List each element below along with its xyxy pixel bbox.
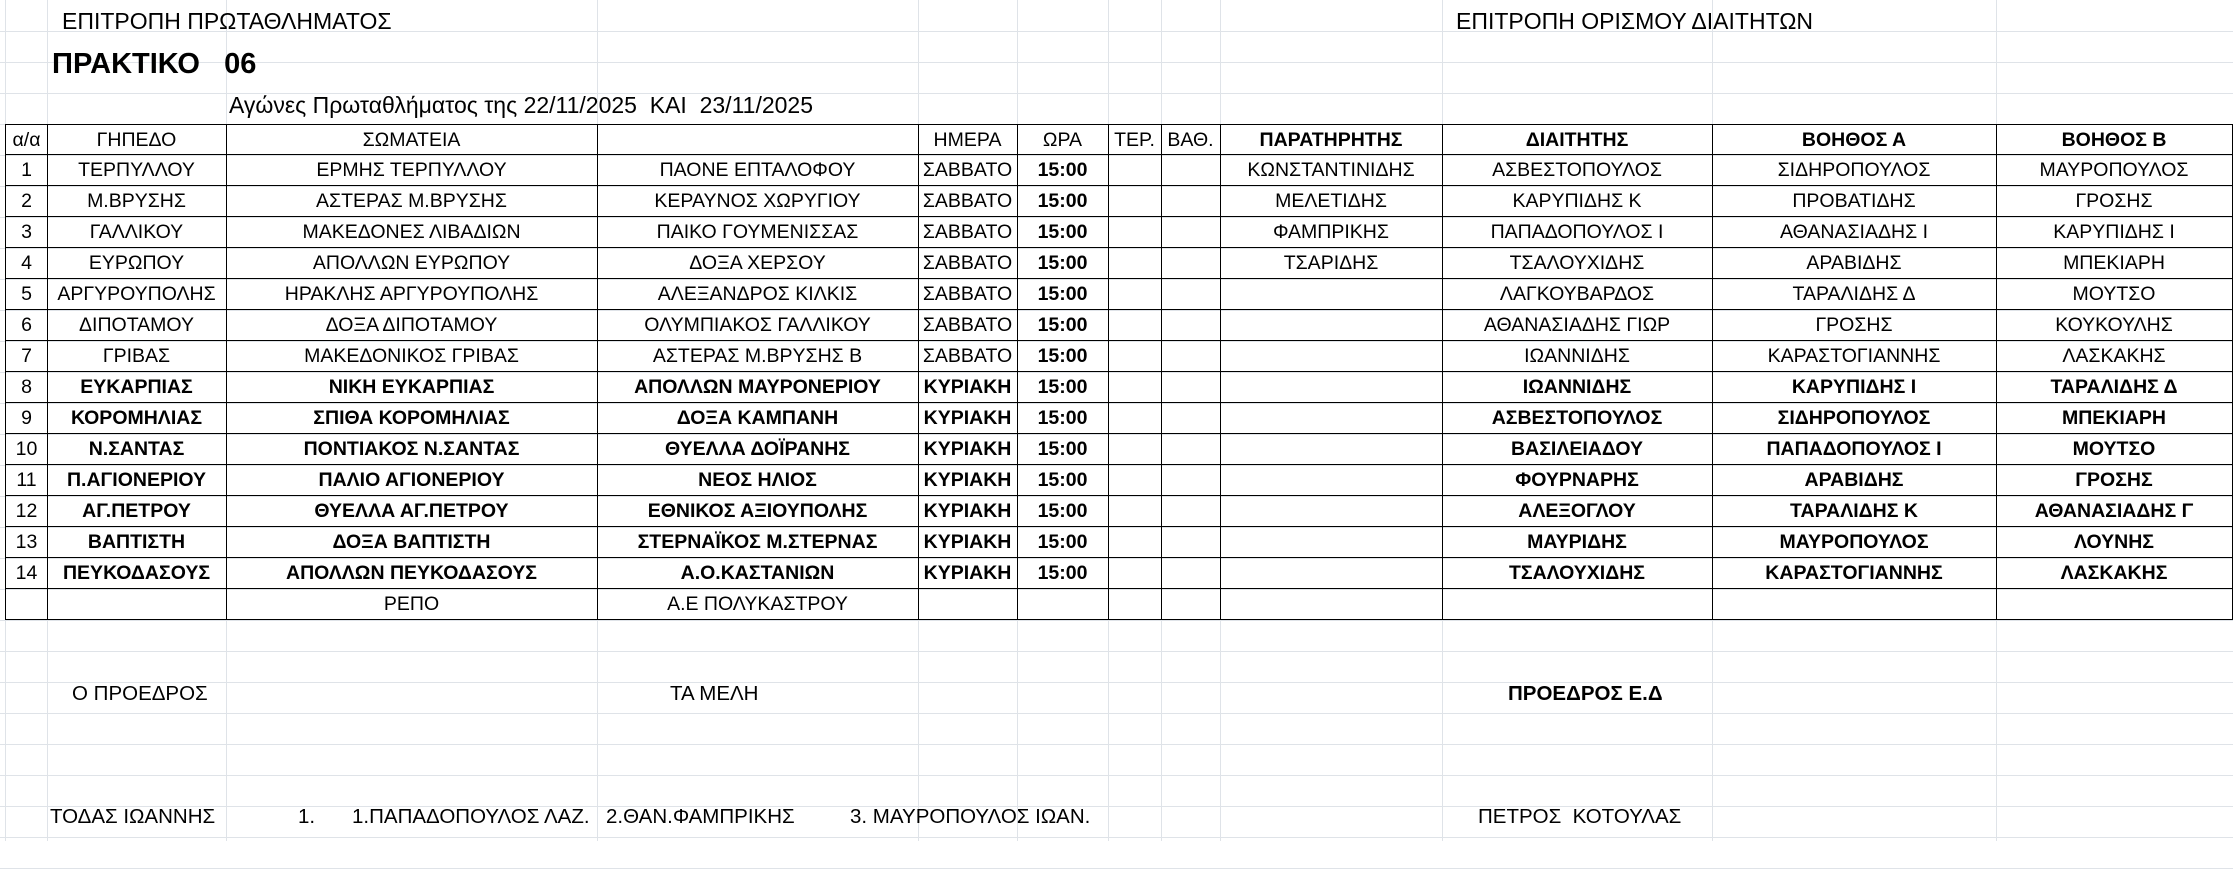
- table-cell-venue[interactable]: ΔΙΠΟΤΑΜΟΥ: [47, 310, 227, 341]
- table-cell-time[interactable]: 15:00: [1017, 403, 1109, 434]
- table-cell-asst-b[interactable]: ΤΑΡΑΛΙΔΗΣ Δ: [1996, 372, 2233, 403]
- table-cell-asst-b[interactable]: ΜΟΥΤΣΟ: [1996, 279, 2233, 310]
- table-cell-time[interactable]: 15:00: [1017, 155, 1109, 186]
- table-cell-time[interactable]: 15:00: [1017, 434, 1109, 465]
- column-header[interactable]: ΩΡΑ: [1017, 124, 1109, 155]
- table-cell-day[interactable]: ΣΑΒΒΑΤΟ: [918, 341, 1018, 372]
- table-cell-asst-b[interactable]: ΓΡΟΣΗΣ: [1996, 465, 2233, 496]
- table-cell-away[interactable]: ΣΤΕΡΝΑΪΚΟΣ Μ.ΣΤΕΡΝΑΣ: [597, 527, 919, 558]
- grid-row-line: [0, 837, 2233, 838]
- table-cell-venue[interactable]: [47, 589, 227, 620]
- table-cell-home[interactable]: ΘΥΕΛΛΑ ΑΓ.ΠΕΤΡΟΥ: [226, 496, 598, 527]
- table-cell-no[interactable]: [5, 589, 48, 620]
- table-cell-no[interactable]: 12: [5, 496, 48, 527]
- table-cell-asst-a[interactable]: ΑΡΑΒΙΔΗΣ: [1712, 248, 1997, 279]
- table-cell-asst-b[interactable]: ΓΡΟΣΗΣ: [1996, 186, 2233, 217]
- table-cell-asst-a[interactable]: ΑΘΑΝΑΣΙΑΔΗΣ Ι: [1712, 217, 1997, 248]
- table-cell-asst-a[interactable]: ΓΡΟΣΗΣ: [1712, 310, 1997, 341]
- table-cell-time[interactable]: 15:00: [1017, 558, 1109, 589]
- table-cell-time[interactable]: 15:00: [1017, 248, 1109, 279]
- president-name: ΤΟΔΑΣ ΙΩΑΝΝΗΣ: [50, 805, 216, 828]
- table-cell-away[interactable]: ΟΛΥΜΠΙΑΚΟΣ ΓΑΛΛΙΚΟΥ: [597, 310, 919, 341]
- table-cell-away[interactable]: ΠΑΟΝΕ ΕΠΤΑΛΟΦΟΥ: [597, 155, 919, 186]
- table-cell-away[interactable]: ΝΕΟΣ ΗΛΙΟΣ: [597, 465, 919, 496]
- table-cell-ter[interactable]: [1108, 558, 1162, 589]
- table-cell-day[interactable]: ΣΑΒΒΑΤΟ: [918, 310, 1018, 341]
- table-cell-ter[interactable]: [1108, 496, 1162, 527]
- table-cell-home[interactable]: ΑΠΟΛΛΩΝ ΠΕΥΚΟΔΑΣΟΥΣ: [226, 558, 598, 589]
- table-cell-asst-b[interactable]: ΜΠΕΚΙΑΡΗ: [1996, 248, 2233, 279]
- table-cell-referee[interactable]: ΙΩΑΝΝΙΔΗΣ: [1442, 372, 1713, 403]
- grid-row-line: [0, 744, 2233, 745]
- table-cell-away[interactable]: ΔΟΞΑ ΚΑΜΠΑΝΗ: [597, 403, 919, 434]
- table-cell-referee[interactable]: ΙΩΑΝΝΙΔΗΣ: [1442, 341, 1713, 372]
- document-title: ΠΡΑΚΤΙΚΟ 06: [52, 48, 257, 80]
- table-cell-asst-a[interactable]: ΚΑΡΑΣΤΟΓΙΑΝΝΗΣ: [1712, 558, 1997, 589]
- table-cell-observer[interactable]: ΦΑΜΠΡΙΚΗΣ: [1220, 217, 1443, 248]
- table-cell-time[interactable]: 15:00: [1017, 310, 1109, 341]
- table-cell-vath[interactable]: [1161, 434, 1221, 465]
- table-cell-referee[interactable]: ΦΟΥΡΝΑΡΗΣ: [1442, 465, 1713, 496]
- table-cell-observer[interactable]: [1220, 403, 1443, 434]
- table-cell-no[interactable]: 1: [5, 155, 48, 186]
- column-header[interactable]: ΔΙΑΙΤΗΤΗΣ: [1442, 124, 1713, 155]
- table-cell-venue[interactable]: ΓΡΙΒΑΣ: [47, 341, 227, 372]
- table-cell-away[interactable]: ΠΑΙΚΟ ΓΟΥΜΕΝΙΣΣΑΣ: [597, 217, 919, 248]
- table-cell-vath[interactable]: [1161, 279, 1221, 310]
- table-cell-vath[interactable]: [1161, 310, 1221, 341]
- table-cell-observer[interactable]: ΤΣΑΡΙΔΗΣ: [1220, 248, 1443, 279]
- table-cell-ter[interactable]: [1108, 279, 1162, 310]
- table-cell-ter[interactable]: [1108, 589, 1162, 620]
- table-cell-home[interactable]: ΕΡΜΗΣ ΤΕΡΠΥΛΛΟΥ: [226, 155, 598, 186]
- table-cell-venue[interactable]: ΑΡΓΥΡΟΥΠΟΛΗΣ: [47, 279, 227, 310]
- table-cell-asst-b[interactable]: ΜΠΕΚΙΑΡΗ: [1996, 403, 2233, 434]
- member-3-name: 3. ΜΑΥΡΟΠΟΥΛΟΣ ΙΩΑΝ.: [850, 805, 1091, 828]
- table-cell-referee[interactable]: ΜΑΥΡΙΔΗΣ: [1442, 527, 1713, 558]
- table-cell-ter[interactable]: [1108, 527, 1162, 558]
- table-cell-referee[interactable]: ΠΑΠΑΔΟΠΟΥΛΟΣ Ι: [1442, 217, 1713, 248]
- table-cell-no[interactable]: 4: [5, 248, 48, 279]
- table-cell-home[interactable]: ΠΟΝΤΙΑΚΟΣ Ν.ΣΑΝΤΑΣ: [226, 434, 598, 465]
- committee-left-heading: ΕΠΙΤΡΟΠΗ ΠΡΩΤΑΘΛΗΜΑΤΟΣ: [62, 8, 392, 34]
- table-cell-day[interactable]: ΚΥΡΙΑΚΗ: [918, 465, 1018, 496]
- member-2-name: 2.ΘΑΝ.ΦΑΜΠΡΙΚΗΣ: [606, 805, 795, 828]
- grid-row-line: [0, 682, 2233, 683]
- table-cell-venue[interactable]: ΓΑΛΛΙΚΟΥ: [47, 217, 227, 248]
- table-cell-time[interactable]: 15:00: [1017, 186, 1109, 217]
- table-cell-time[interactable]: 15:00: [1017, 279, 1109, 310]
- table-cell-asst-a[interactable]: ΠΑΠΑΔΟΠΟΥΛΟΣ Ι: [1712, 434, 1997, 465]
- table-cell-venue[interactable]: Π.ΑΓΙΟΝΕΡΙΟΥ: [47, 465, 227, 496]
- table-cell-asst-a[interactable]: [1712, 589, 1997, 620]
- table-cell-home[interactable]: ΗΡΑΚΛΗΣ ΑΡΓΥΡΟΥΠΟΛΗΣ: [226, 279, 598, 310]
- table-cell-home[interactable]: ΣΠΙΘΑ ΚΟΡΟΜΗΛΙΑΣ: [226, 403, 598, 434]
- table-cell-day[interactable]: [918, 589, 1018, 620]
- table-cell-asst-b[interactable]: ΛΑΣΚΑΚΗΣ: [1996, 558, 2233, 589]
- table-cell-day[interactable]: ΚΥΡΙΑΚΗ: [918, 372, 1018, 403]
- table-cell-referee[interactable]: ΑΘΑΝΑΣΙΑΔΗΣ ΓΙΩΡ: [1442, 310, 1713, 341]
- table-cell-ter[interactable]: [1108, 434, 1162, 465]
- column-header[interactable]: [597, 124, 919, 155]
- table-cell-away[interactable]: ΕΘΝΙΚΟΣ ΑΞΙΟΥΠΟΛΗΣ: [597, 496, 919, 527]
- table-cell-time[interactable]: [1017, 589, 1109, 620]
- table-cell-asst-a[interactable]: ΜΑΥΡΟΠΟΥΛΟΣ: [1712, 527, 1997, 558]
- table-cell-no[interactable]: 5: [5, 279, 48, 310]
- table-cell-referee[interactable]: ΚΑΡΥΠΙΔΗΣ Κ: [1442, 186, 1713, 217]
- table-cell-home[interactable]: ΜΑΚΕΔΟΝΕΣ ΛΙΒΑΔΙΩΝ: [226, 217, 598, 248]
- table-cell-day[interactable]: ΚΥΡΙΑΚΗ: [918, 527, 1018, 558]
- table-cell-venue[interactable]: ΒΑΠΤΙΣΤΗ: [47, 527, 227, 558]
- table-cell-day[interactable]: ΣΑΒΒΑΤΟ: [918, 217, 1018, 248]
- table-cell-vath[interactable]: [1161, 372, 1221, 403]
- table-cell-referee[interactable]: ΑΣΒΕΣΤΟΠΟΥΛΟΣ: [1442, 155, 1713, 186]
- table-cell-vath[interactable]: [1161, 217, 1221, 248]
- table-cell-day[interactable]: ΚΥΡΙΑΚΗ: [918, 403, 1018, 434]
- table-cell-asst-a[interactable]: ΣΙΔΗΡΟΠΟΥΛΟΣ: [1712, 155, 1997, 186]
- table-cell-asst-b[interactable]: ΛΑΣΚΑΚΗΣ: [1996, 341, 2233, 372]
- table-cell-asst-a[interactable]: ΚΑΡΑΣΤΟΓΙΑΝΝΗΣ: [1712, 341, 1997, 372]
- member-1-name: 1.ΠΑΠΑΔΟΠΟΥΛΟΣ ΛΑΖ.: [352, 805, 590, 828]
- table-cell-vath[interactable]: [1161, 341, 1221, 372]
- table-cell-observer[interactable]: [1220, 589, 1443, 620]
- table-cell-home[interactable]: ΝΙΚΗ ΕΥΚΑΡΠΙΑΣ: [226, 372, 598, 403]
- table-cell-time[interactable]: 15:00: [1017, 341, 1109, 372]
- table-cell-vath[interactable]: [1161, 186, 1221, 217]
- grid-row-line: [0, 62, 2233, 63]
- column-header[interactable]: ΒΟΗΘΟΣ Α: [1712, 124, 1997, 155]
- table-cell-day[interactable]: ΚΥΡΙΑΚΗ: [918, 558, 1018, 589]
- table-cell-no[interactable]: 3: [5, 217, 48, 248]
- table-cell-no[interactable]: 7: [5, 341, 48, 372]
- table-cell-ter[interactable]: [1108, 186, 1162, 217]
- table-cell-time[interactable]: 15:00: [1017, 496, 1109, 527]
- table-cell-no[interactable]: 2: [5, 186, 48, 217]
- table-cell-asst-b[interactable]: ΜΑΥΡΟΠΟΥΛΟΣ: [1996, 155, 2233, 186]
- table-cell-asst-a[interactable]: ΣΙΔΗΡΟΠΟΥΛΟΣ: [1712, 403, 1997, 434]
- table-cell-day[interactable]: ΣΑΒΒΑΤΟ: [918, 248, 1018, 279]
- table-cell-no[interactable]: 8: [5, 372, 48, 403]
- table-cell-day[interactable]: ΣΑΒΒΑΤΟ: [918, 155, 1018, 186]
- table-cell-vath[interactable]: [1161, 527, 1221, 558]
- table-cell-asst-b[interactable]: ΜΟΥΤΣΟ: [1996, 434, 2233, 465]
- table-cell-no[interactable]: 13: [5, 527, 48, 558]
- table-cell-time[interactable]: 15:00: [1017, 527, 1109, 558]
- table-cell-day[interactable]: ΣΑΒΒΑΤΟ: [918, 186, 1018, 217]
- table-cell-venue[interactable]: ΚΟΡΟΜΗΛΙΑΣ: [47, 403, 227, 434]
- table-cell-home[interactable]: ΑΣΤΕΡΑΣ Μ.ΒΡΥΣΗΣ: [226, 186, 598, 217]
- table-cell-home[interactable]: ΔΟΞΑ ΔΙΠΟΤΑΜΟΥ: [226, 310, 598, 341]
- table-cell-vath[interactable]: [1161, 589, 1221, 620]
- column-header[interactable]: ΠΑΡΑΤΗΡΗΤΗΣ: [1220, 124, 1443, 155]
- table-cell-asst-b[interactable]: ΛΟΥΝΗΣ: [1996, 527, 2233, 558]
- table-cell-asst-b[interactable]: ΚΑΡΥΠΙΔΗΣ Ι: [1996, 217, 2233, 248]
- column-header[interactable]: ΒΟΗΘΟΣ Β: [1996, 124, 2233, 155]
- table-cell-asst-a[interactable]: ΚΑΡΥΠΙΔΗΣ Ι: [1712, 372, 1997, 403]
- table-cell-ter[interactable]: [1108, 310, 1162, 341]
- table-cell-day[interactable]: ΚΥΡΙΑΚΗ: [918, 496, 1018, 527]
- grid-row-line: [0, 651, 2233, 652]
- table-cell-observer[interactable]: [1220, 496, 1443, 527]
- table-cell-ter[interactable]: [1108, 217, 1162, 248]
- table-cell-observer[interactable]: [1220, 310, 1443, 341]
- table-cell-referee[interactable]: ΒΑΣΙΛΕΙΑΔΟΥ: [1442, 434, 1713, 465]
- grid-row-line: [0, 620, 2233, 621]
- table-cell-asst-b[interactable]: ΑΘΑΝΑΣΙΑΔΗΣ Γ: [1996, 496, 2233, 527]
- table-cell-observer[interactable]: [1220, 465, 1443, 496]
- grid-row-line: [0, 713, 2233, 714]
- table-cell-away[interactable]: ΚΕΡΑΥΝΟΣ ΧΩΡΥΓΙΟΥ: [597, 186, 919, 217]
- committee-right-heading: ΕΠΙΤΡΟΠΗ ΟΡΙΣΜΟΥ ΔΙΑΙΤΗΤΩΝ: [1456, 8, 1814, 34]
- referee-president-name: ΠΕΤΡΟΣ ΚΟΤΟΥΛΑΣ: [1478, 805, 1682, 828]
- table-cell-home[interactable]: ΠΑΛΙΟ ΑΓΙΟΝΕΡΙΟΥ: [226, 465, 598, 496]
- table-cell-asst-b[interactable]: ΚΟΥΚΟΥΛΗΣ: [1996, 310, 2233, 341]
- table-cell-venue[interactable]: ΑΓ.ΠΕΤΡΟΥ: [47, 496, 227, 527]
- table-cell-observer[interactable]: [1220, 434, 1443, 465]
- table-cell-away[interactable]: ΔΟΞΑ ΧΕΡΣΟΥ: [597, 248, 919, 279]
- table-cell-referee[interactable]: ΤΣΑΛΟΥΧΙΔΗΣ: [1442, 558, 1713, 589]
- table-cell-away[interactable]: Α.Ο.ΚΑΣΤΑΝΙΩΝ: [597, 558, 919, 589]
- table-cell-referee[interactable]: ΑΣΒΕΣΤΟΠΟΥΛΟΣ: [1442, 403, 1713, 434]
- table-cell-ter[interactable]: [1108, 341, 1162, 372]
- table-cell-no[interactable]: 11: [5, 465, 48, 496]
- table-cell-referee[interactable]: [1442, 589, 1713, 620]
- table-cell-no[interactable]: 10: [5, 434, 48, 465]
- table-cell-venue[interactable]: ΤΕΡΠΥΛΛΟΥ: [47, 155, 227, 186]
- table-cell-no[interactable]: 6: [5, 310, 48, 341]
- table-cell-venue[interactable]: Μ.ΒΡΥΣΗΣ: [47, 186, 227, 217]
- table-cell-day[interactable]: ΣΑΒΒΑΤΟ: [918, 279, 1018, 310]
- table-cell-observer[interactable]: [1220, 558, 1443, 589]
- table-cell-ter[interactable]: [1108, 248, 1162, 279]
- table-cell-ter[interactable]: [1108, 465, 1162, 496]
- table-cell-away[interactable]: ΑΠΟΛΛΩΝ ΜΑΥΡΟΝΕΡΙΟΥ: [597, 372, 919, 403]
- column-header[interactable]: α/α: [5, 124, 48, 155]
- table-cell-away[interactable]: ΑΛΕΞΑΝΔΡΟΣ ΚΙΛΚΙΣ: [597, 279, 919, 310]
- table-cell-referee[interactable]: ΤΣΑΛΟΥΧΙΔΗΣ: [1442, 248, 1713, 279]
- table-cell-asst-a[interactable]: ΠΡΟΒΑΤΙΔΗΣ: [1712, 186, 1997, 217]
- table-cell-home[interactable]: ΡΕΠΟ: [226, 589, 598, 620]
- table-cell-away[interactable]: ΑΣΤΕΡΑΣ Μ.ΒΡΥΣΗΣ Β: [597, 341, 919, 372]
- table-cell-referee[interactable]: ΛΑΓΚΟΥΒΑΡΔΟΣ: [1442, 279, 1713, 310]
- column-header[interactable]: ΒΑΘ.: [1161, 124, 1221, 155]
- table-cell-asst-a[interactable]: ΑΡΑΒΙΔΗΣ: [1712, 465, 1997, 496]
- table-cell-asst-a[interactable]: ΤΑΡΑΛΙΔΗΣ Δ: [1712, 279, 1997, 310]
- president-label: Ο ΠΡΟΕΔΡΟΣ: [72, 682, 208, 705]
- table-cell-observer[interactable]: [1220, 279, 1443, 310]
- member-index: 1.: [298, 805, 316, 828]
- table-cell-venue[interactable]: ΕΥΚΑΡΠΙΑΣ: [47, 372, 227, 403]
- table-cell-observer[interactable]: [1220, 372, 1443, 403]
- table-cell-asst-b[interactable]: [1996, 589, 2233, 620]
- table-cell-vath[interactable]: [1161, 155, 1221, 186]
- referee-president-label: ΠΡΟΕΔΡΟΣ Ε.Δ: [1508, 682, 1663, 705]
- table-cell-ter[interactable]: [1108, 155, 1162, 186]
- table-cell-vath[interactable]: [1161, 403, 1221, 434]
- table-cell-time[interactable]: 15:00: [1017, 372, 1109, 403]
- table-cell-venue[interactable]: ΠΕΥΚΟΔΑΣΟΥΣ: [47, 558, 227, 589]
- table-cell-home[interactable]: ΔΟΞΑ ΒΑΠΤΙΣΤΗ: [226, 527, 598, 558]
- table-cell-no[interactable]: 14: [5, 558, 48, 589]
- grid-row-line: [0, 775, 2233, 776]
- table-cell-observer[interactable]: [1220, 341, 1443, 372]
- table-cell-home[interactable]: ΜΑΚΕΔΟΝΙΚΟΣ ΓΡΙΒΑΣ: [226, 341, 598, 372]
- grid-row-line: [0, 806, 2233, 807]
- table-cell-time[interactable]: 15:00: [1017, 217, 1109, 248]
- table-cell-observer[interactable]: [1220, 527, 1443, 558]
- column-header[interactable]: ΓΗΠΕΔΟ: [47, 124, 227, 155]
- table-cell-venue[interactable]: Ν.ΣΑΝΤΑΣ: [47, 434, 227, 465]
- table-cell-observer[interactable]: ΚΩΝΣΤΑΝΤΙΝΙΔΗΣ: [1220, 155, 1443, 186]
- column-header[interactable]: ΗΜΕΡΑ: [918, 124, 1018, 155]
- table-cell-vath[interactable]: [1161, 248, 1221, 279]
- table-cell-no[interactable]: 9: [5, 403, 48, 434]
- table-cell-away[interactable]: Α.Ε ΠΟΛΥΚΑΣΤΡΟΥ: [597, 589, 919, 620]
- table-cell-vath[interactable]: [1161, 465, 1221, 496]
- table-cell-ter[interactable]: [1108, 403, 1162, 434]
- column-header[interactable]: ΣΩΜΑΤΕΙΑ: [226, 124, 598, 155]
- table-cell-home[interactable]: ΑΠΟΛΛΩΝ ΕΥΡΩΠΟΥ: [226, 248, 598, 279]
- table-cell-venue[interactable]: ΕΥΡΩΠΟΥ: [47, 248, 227, 279]
- table-cell-ter[interactable]: [1108, 372, 1162, 403]
- table-cell-away[interactable]: ΘΥΕΛΛΑ ΔΟΪΡΑΝΗΣ: [597, 434, 919, 465]
- table-cell-observer[interactable]: ΜΕΛΕΤΙΔΗΣ: [1220, 186, 1443, 217]
- table-cell-day[interactable]: ΚΥΡΙΑΚΗ: [918, 434, 1018, 465]
- table-cell-vath[interactable]: [1161, 496, 1221, 527]
- table-cell-time[interactable]: 15:00: [1017, 465, 1109, 496]
- document-subtitle: Αγώνες Πρωταθλήματος της 22/11/2025 ΚΑΙ 23/11/2025: [229, 92, 814, 118]
- column-header[interactable]: ΤΕΡ.: [1108, 124, 1162, 155]
- members-label: ΤΑ ΜΕΛΗ: [670, 682, 759, 705]
- table-cell-vath[interactable]: [1161, 558, 1221, 589]
- table-cell-referee[interactable]: ΑΛΕΞΟΓΛΟΥ: [1442, 496, 1713, 527]
- table-cell-asst-a[interactable]: ΤΑΡΑΛΙΔΗΣ Κ: [1712, 496, 1997, 527]
